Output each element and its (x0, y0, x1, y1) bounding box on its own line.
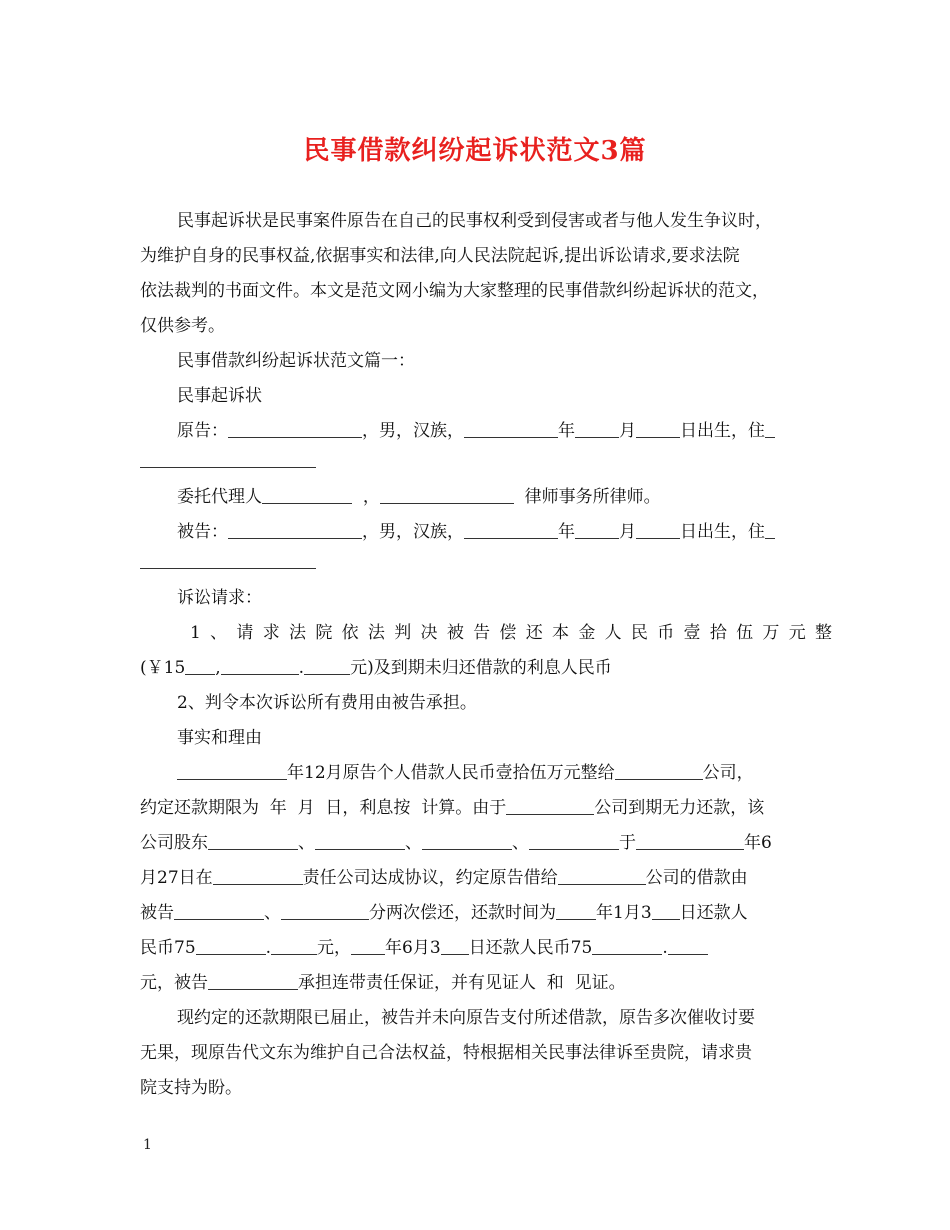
blank-field (592, 953, 662, 955)
blank-field (208, 848, 298, 850)
text: 公司的借款由 (645, 868, 748, 888)
text: ，男，汉族， (362, 522, 464, 542)
defendant-line (140, 515, 814, 550)
text: 、 (298, 833, 315, 853)
blank-field (271, 953, 317, 955)
text: 律师事务所律师。 (524, 487, 661, 507)
blank-line (140, 550, 316, 569)
blank-field (464, 537, 558, 539)
text: 元)及到期未归还借款的利息人民币 (350, 658, 612, 678)
text: 、 (512, 833, 529, 853)
section-heading: 民事借款纠纷起诉状范文篇一： (177, 351, 415, 371)
blank-field (652, 918, 680, 920)
blank-field (380, 502, 514, 504)
blank-field (556, 918, 596, 920)
text: 、 (405, 833, 422, 853)
text: 日出生，住 (680, 421, 765, 441)
blank-field (228, 436, 362, 438)
text: 月 (619, 421, 636, 441)
claim-1: 1、请求法院依法判决被告偿还本金人民币壹拾伍万元整 (190, 623, 842, 643)
text: 年6月3 (385, 938, 441, 958)
text: 被告 (140, 903, 174, 923)
text: . (265, 938, 272, 958)
text: 民币75 (140, 938, 196, 958)
blank-field (304, 673, 350, 675)
doc-title: 民事起诉状 (177, 386, 262, 406)
plaintiff-line (140, 414, 814, 449)
text: 年6 (744, 833, 772, 853)
text: 年12月原告个人借款人民币壹拾伍万元整给 (287, 763, 615, 783)
intro-line: 为维护自身的民事权益,依据事实和法律,向人民法院起诉,提出诉讼请求,要求法院 (140, 246, 740, 266)
intro-line: 民事起诉状是民事案件原告在自己的民事权利受到侵害或者与他人发生争议时， (177, 211, 772, 231)
text: 承担连带责任保证，并有见证人 和 见证。 (298, 973, 626, 993)
text: 日还款人 (679, 903, 748, 923)
text: 月 (619, 522, 636, 542)
text: ， (362, 487, 380, 507)
agent-line (140, 480, 814, 515)
facts-line (140, 826, 814, 861)
text: 年 (558, 522, 575, 542)
text: (￥15 (140, 658, 186, 678)
blank-field (196, 953, 266, 955)
intro-line: 仅供参考。 (140, 316, 225, 336)
blank-field (765, 537, 775, 539)
defendant-label: 被告： (177, 522, 228, 542)
text: 元， (317, 938, 352, 958)
text: , (215, 658, 221, 678)
text: 年 (558, 421, 575, 441)
document-title: 民事借款纠纷起诉状范文3篇 (303, 136, 647, 166)
blank-field (177, 778, 287, 780)
text: 元，被告 (140, 973, 208, 993)
text: 分两次偿还，还款时间为 (369, 903, 556, 923)
blank-field (315, 848, 405, 850)
closing-line: 现约定的还款期限已届止，被告并未向原告支付所述借款，原告多次催收讨要 (177, 1008, 755, 1028)
facts-line (140, 931, 814, 966)
facts-line (140, 861, 814, 896)
facts-line (140, 756, 814, 791)
blank-field (575, 537, 619, 539)
text: 于 (619, 833, 636, 853)
text: . (298, 658, 305, 678)
text: 公司到期无力还款，该 (594, 798, 765, 818)
text: 日出生，住 (680, 522, 765, 542)
text: 公司， (702, 763, 754, 783)
text: 年1月3 (596, 903, 652, 923)
blank-field (506, 813, 594, 815)
facts-line (140, 791, 814, 826)
claim-1-cont (140, 651, 814, 686)
closing-line: 院支持为盼。 (140, 1078, 242, 1098)
blank-line (140, 449, 316, 468)
blank-field (575, 436, 619, 438)
blank-field (636, 537, 680, 539)
text: 公司股东 (140, 833, 208, 853)
blank-field (351, 953, 385, 955)
facts-line (140, 896, 814, 931)
blank-field (558, 883, 646, 885)
blank-field (422, 848, 512, 850)
page-number: 1 (143, 1137, 152, 1153)
text: ，男，汉族， (362, 421, 464, 441)
blank-field (221, 673, 299, 675)
blank-field (228, 537, 362, 539)
text: 责任公司达成协议，约定原告借给 (302, 868, 558, 888)
facts-line (140, 966, 814, 1001)
text: 日还款人民币75 (468, 938, 593, 958)
blank-field (529, 848, 619, 850)
blank-field (765, 436, 775, 438)
blank-field (213, 883, 303, 885)
claims-heading: 诉讼请求： (177, 588, 262, 608)
blank-field (208, 988, 298, 990)
facts-heading: 事实和理由 (177, 728, 262, 748)
text: 月27日在 (140, 868, 213, 888)
plaintiff-label: 原告： (177, 421, 228, 441)
text: 约定还款期限为 年 月 日，利息按 计算。由于 (140, 798, 507, 818)
blank-field (668, 953, 708, 955)
blank-field (174, 918, 264, 920)
blank-field (441, 953, 469, 955)
blank-field (185, 673, 215, 675)
claim-2: 2、判令本次诉讼所有费用由被告承担。 (177, 693, 477, 713)
text: . (662, 938, 668, 958)
blank-field (636, 848, 744, 850)
blank-field (281, 918, 369, 920)
text: 、 (264, 903, 281, 923)
blank-field (464, 436, 558, 438)
agent-label: 委托代理人 (177, 487, 262, 507)
blank-field (615, 778, 703, 780)
blank-field (262, 502, 352, 504)
document-body (140, 204, 842, 1106)
closing-line: 无果，现原告代文东为维护自己合法权益，特根据相关民事法律诉至贵院，请求贵 (140, 1043, 752, 1063)
blank-field (636, 436, 680, 438)
intro-line: 依法裁判的书面文件。本文是范文网小编为大家整理的民事借款纠纷起诉状的范文， (140, 281, 769, 301)
